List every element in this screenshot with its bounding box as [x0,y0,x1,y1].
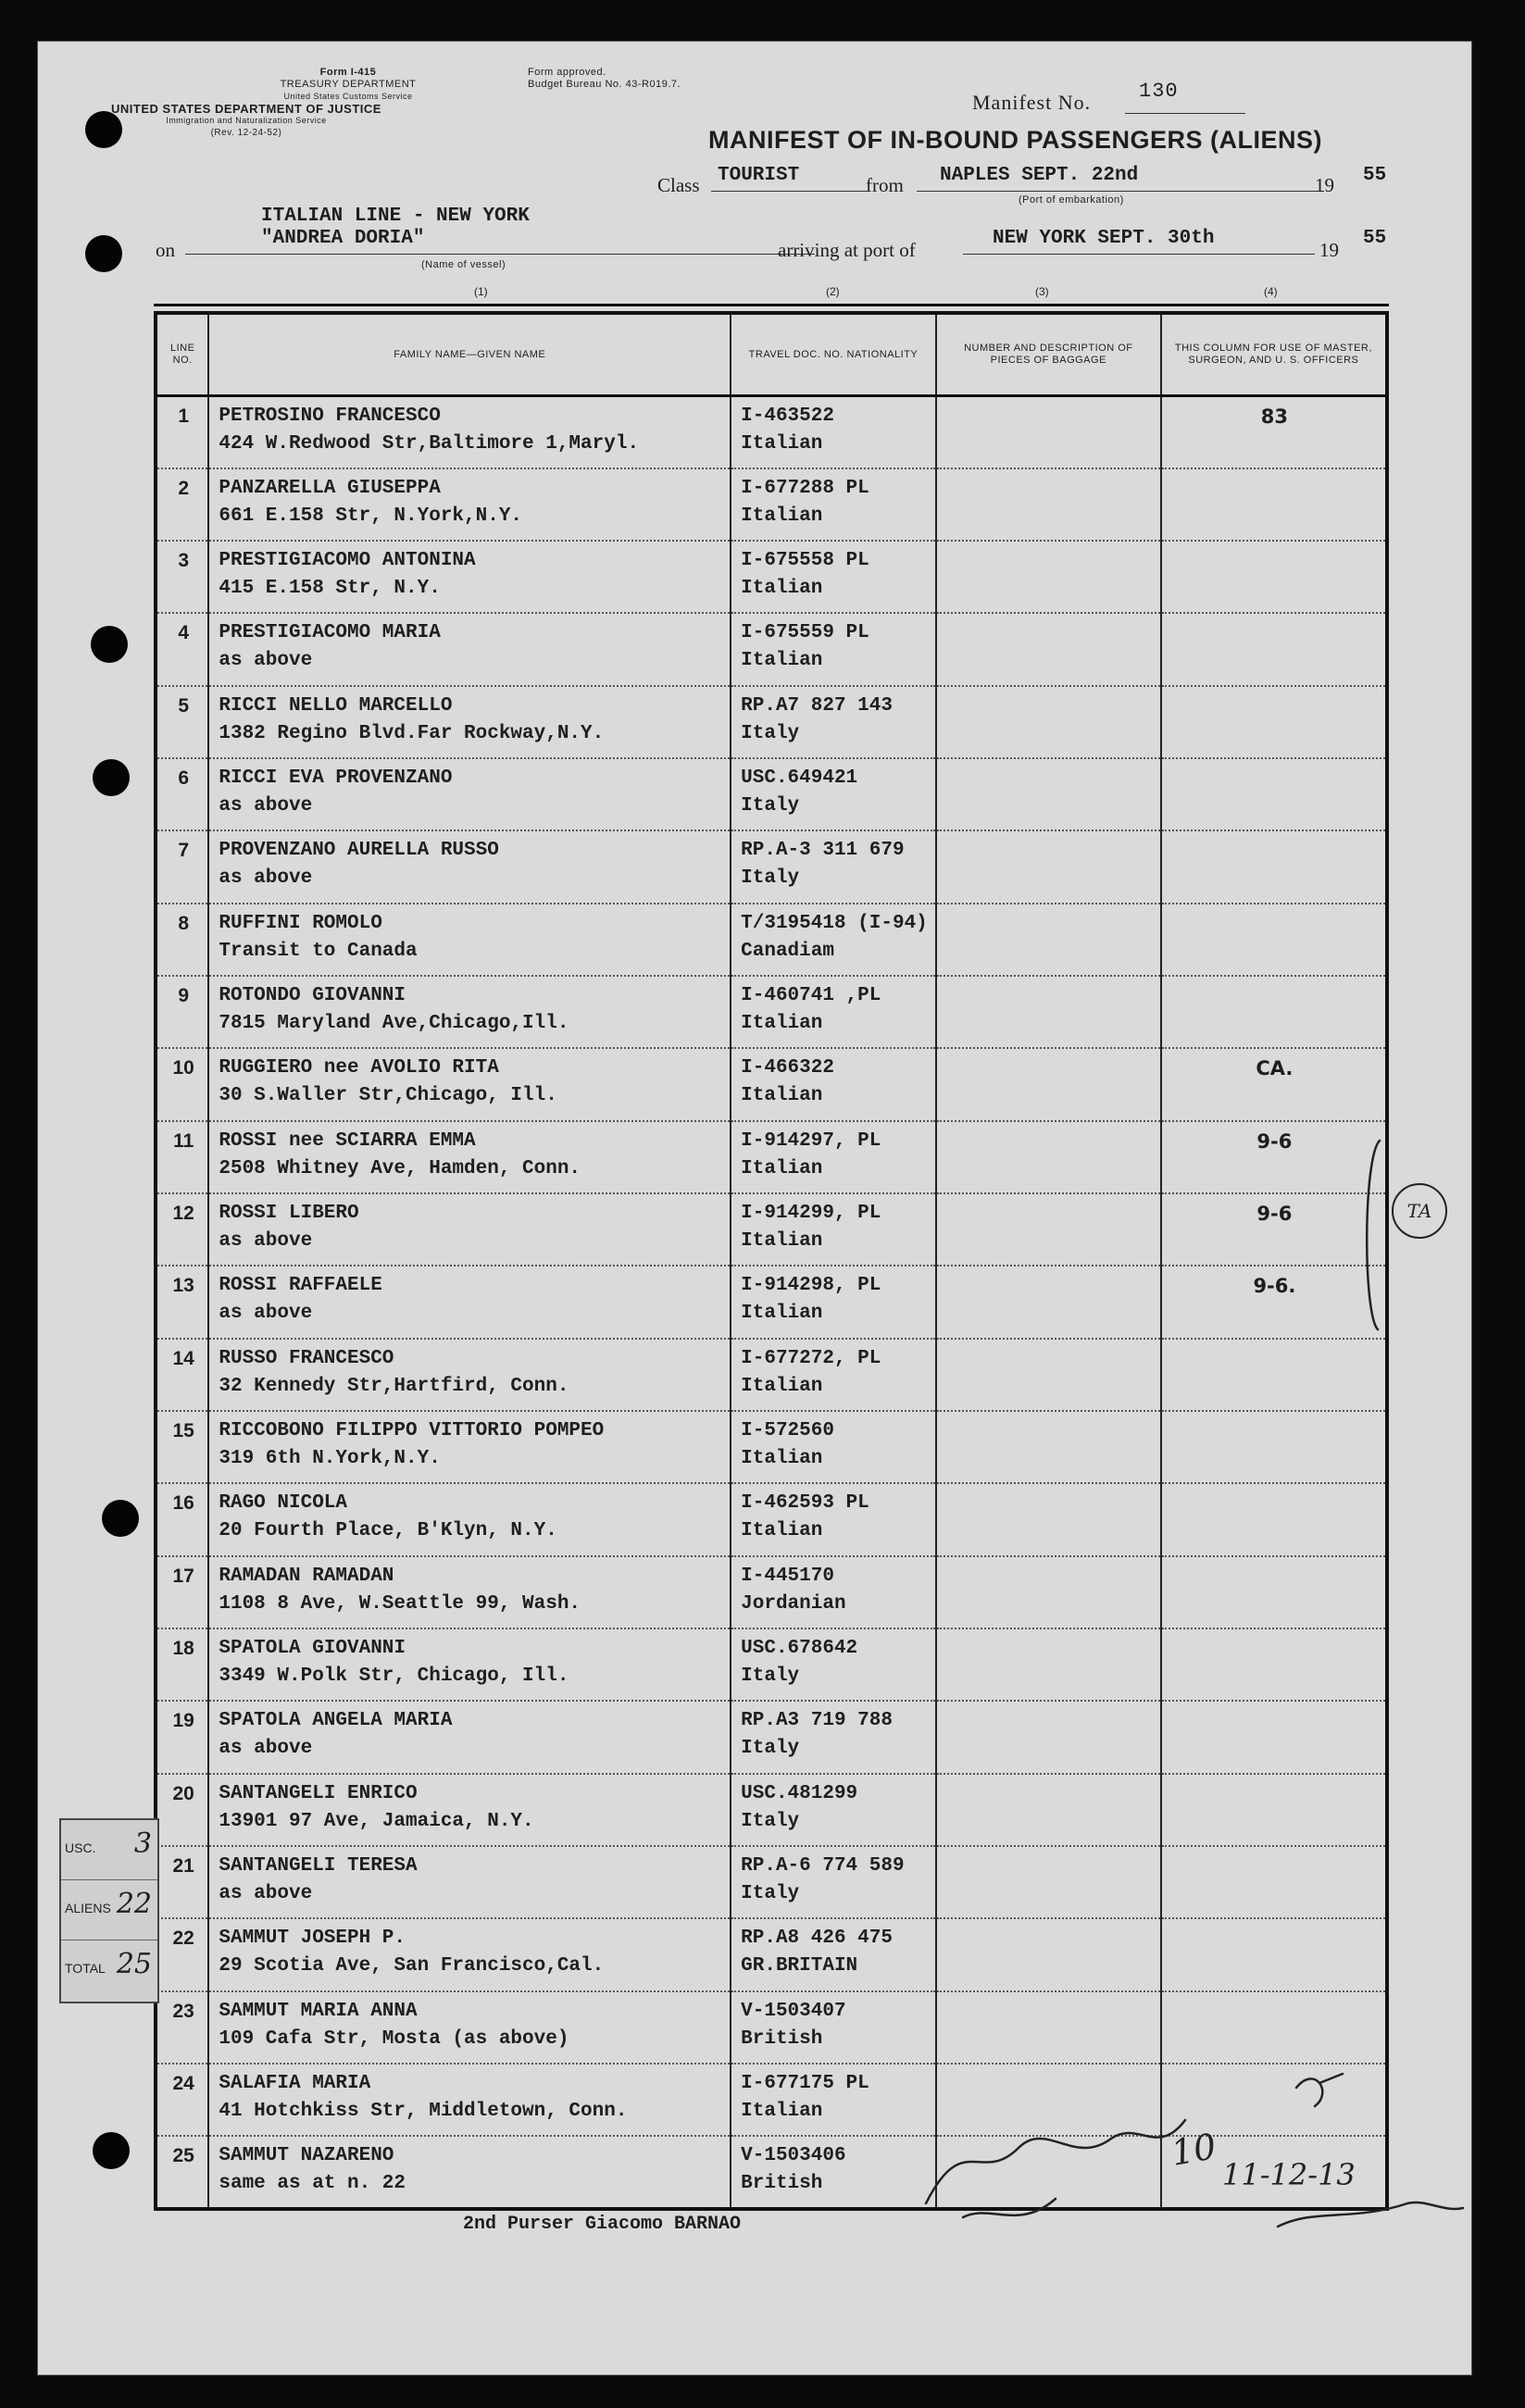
officer-note: 9-6 [1256,1203,1293,1226]
from-label: from [866,174,904,196]
travel-doc-number: I-463522 [741,405,834,427]
on-label: on [156,239,175,261]
ta-circle-annotation: TA [1392,1183,1447,1239]
travel-doc-number: I-462593 PL [741,1492,869,1515]
passenger-name: SAMMUT JOSEPH P. [219,1928,406,1950]
passenger-name: ROSSI LIBERO [219,1203,359,1225]
vessel-name: "ANDREA DORIA" [261,228,425,249]
travel-doc-number: I-677288 PL [741,477,869,499]
travel-doc-number: T/3195418 (I-94) [741,912,928,934]
travel-doc-number: V-1503407 [741,2000,846,2022]
handwritten-number: 10 [1168,2126,1219,2174]
form-doj: UNITED STATES DEPARTMENT OF JUSTICE [111,102,381,116]
tally-usc: USC. 3 [61,1820,157,1880]
travel-doc-number: I-445170 [741,1565,834,1587]
line-number: 2 [156,468,208,541]
travel-doc-number: I-675559 PL [741,622,869,644]
baggage-header: NUMBER AND DESCRIPTION OF PIECES OF BAGGAGE [936,313,1161,396]
passenger-address: 30 S.Waller Str,Chicago, Ill. [219,1085,557,1107]
travel-doc-number: USC.678642 [741,1638,858,1660]
line-number: 15 [156,1411,208,1483]
nationality: Canadiam [741,940,834,962]
passenger-address: as above [219,1738,313,1760]
line-number: 10 [156,1048,208,1120]
signature-stroke [963,2199,1056,2217]
shipping-line: ITALIAN LINE - NEW YORK [261,206,530,227]
line-number: 4 [156,613,208,685]
passenger-name: SAMMUT MARIA ANNA [219,2000,418,2022]
line-number: 12 [156,1193,208,1266]
passenger-address: 661 E.158 Str, N.York,N.Y. [219,505,523,527]
column-number-4: (4) [1264,285,1278,298]
nationality: Italy [741,795,800,817]
travel-doc-number: I-914298, PL [741,1275,881,1297]
embarkation-note: (Port of embarkation) [1019,194,1124,206]
passenger-name: SPATOLA GIOVANNI [219,1638,406,1660]
passenger-address: as above [219,867,313,890]
column-number-2: (2) [826,285,840,298]
from-value: NAPLES SEPT. 22nd [940,165,1139,186]
nationality: Italian [741,650,823,672]
purser-signature-line: 2nd Purser Giacomo BARNAO [463,2214,742,2235]
passenger-name: PANZARELLA GIUSEPPA [219,477,441,499]
line-number: 20 [156,1774,208,1846]
passenger-name: ROSSI nee SCIARRA EMMA [219,1129,476,1152]
passenger-name: RAMADAN RAMADAN [219,1565,394,1587]
form-dept: TREASURY DEPARTMENT [280,79,417,90]
passenger-name: SALAFIA MARIA [219,2073,371,2095]
line-number: 18 [156,1628,208,1701]
passenger-address: 7815 Maryland Ave,Chicago,Ill. [219,1013,569,1035]
nationality: Italian [741,433,823,455]
passenger-address: 415 E.158 Str, N.Y. [219,578,441,600]
passenger-address: 109 Cafa Str, Mosta (as above) [219,2027,569,2050]
line-number: 17 [156,1556,208,1628]
passenger-address: 1108 8 Ave, W.Seattle 99, Wash. [219,1592,581,1615]
class-label: Class [657,174,700,196]
name-header: FAMILY NAME—GIVEN NAME [208,313,731,396]
passenger-name: RAGO NICOLA [219,1492,347,1515]
passenger-name: RUSSO FRANCESCO [219,1347,394,1369]
year-suffix-2: 55 [1363,228,1387,249]
travel-doc-number: I-677175 PL [741,2073,869,2095]
nationality: Italy [741,1810,800,1832]
passenger-address: 424 W.Redwood Str,Baltimore 1,Maryl. [219,433,640,455]
officers-header: THIS COLUMN FOR USE OF MASTER, SURGEON, AND U. S. OFFICERS [1161,313,1387,396]
nationality: Italy [741,1666,800,1688]
travel-doc-number: I-572560 [741,1420,834,1442]
travel-doc-number: I-914299, PL [741,1203,881,1225]
line-number: 7 [156,830,208,903]
manifest-number-value: 130 [1139,80,1179,103]
travel-doc-number: I-677272, PL [741,1347,881,1369]
passenger-address: 32 Kennedy Str,Hartfird, Conn. [219,1375,569,1397]
bracket-stroke [1367,1141,1380,1329]
nationality: Italian [741,505,823,527]
line-number: 21 [156,1846,208,1918]
line-number: 16 [156,1483,208,1555]
line-number: 5 [156,686,208,758]
passenger-name: RUGGIERO nee AVOLIO RITA [219,1057,499,1079]
vessel-note: (Name of vessel) [421,259,506,270]
nationality: Italian [741,2101,823,2123]
passenger-name: RUFFINI ROMOLO [219,912,382,934]
travel-doc-number: RP.A-6 774 589 [741,1855,905,1878]
nationality: Italian [741,578,823,600]
nationality: GR.BRITAIN [741,1955,858,1978]
passenger-address: Transit to Canada [219,940,418,962]
arrival-value: NEW YORK SEPT. 30th [993,228,1215,249]
arriving-label: arriving at port of [778,239,916,261]
passenger-address: 1382 Regino Blvd.Far Rockway,N.Y. [219,722,605,744]
passenger-address: 319 6th N.York,N.Y. [219,1448,441,1470]
line-number: 11 [156,1121,208,1193]
line-number: 1 [156,396,208,468]
passenger-address: same as at n. 22 [219,2173,406,2195]
nationality: Italian [741,1230,823,1253]
passenger-address: as above [219,1883,313,1905]
budget-text: Budget Bureau No. 43-R019.7. [528,79,681,90]
travel-doc-number: I-675558 PL [741,550,869,572]
form-service: United States Customs Service [283,92,413,101]
line-number: 6 [156,758,208,830]
line-number: 23 [156,1991,208,2064]
line-number: 8 [156,904,208,976]
line-number: 19 [156,1701,208,1773]
passenger-address: 2508 Whitney Ave, Hamden, Conn. [219,1157,581,1179]
travel-doc-number: I-460741 ,PL [741,985,881,1007]
travel-doc-number: USC.481299 [741,1782,858,1804]
passenger-address: 20 Fourth Place, B'Klyn, N.Y. [219,1520,557,1542]
passenger-name: SPATOLA ANGELA MARIA [219,1710,453,1732]
year-prefix-2: 19 [1319,239,1339,261]
nationality: Italy [741,1883,800,1905]
tally-total: TOTAL 25 [65,1948,152,1980]
line-number: 24 [156,2064,208,2136]
travel-doc-number: I-914297, PL [741,1129,881,1152]
nationality: Italian [741,1085,823,1107]
page-title: MANIFEST OF IN-BOUND PASSENGERS (ALIENS) [708,126,1323,154]
line-number: 9 [156,976,208,1048]
line-number: 22 [156,1918,208,1990]
form-ins: Immigration and Naturalization Service [166,116,327,125]
manifest-number-label: Manifest No. [972,91,1092,114]
nationality: Italian [741,1013,823,1035]
nationality: Italian [741,1375,823,1397]
column-number-3: (3) [1035,285,1049,298]
nationality: Italy [741,867,800,890]
passenger-name: PETROSINO FRANCESCO [219,405,441,427]
nationality: Italian [741,1303,823,1325]
passenger-name: SAMMUT NAZARENO [219,2145,394,2167]
passenger-name: SANTANGELI TERESA [219,1855,418,1878]
handwritten-dates: 11-12-13 [1222,2157,1356,2192]
passenger-name: PROVENZANO AURELLA RUSSO [219,840,499,862]
signature-stroke [926,2120,1185,2203]
signature-stroke [1296,2074,1343,2106]
travel-doc-header: TRAVEL DOC. NO. NATIONALITY [731,313,936,396]
passenger-address: as above [219,1303,313,1325]
line-number: 3 [156,541,208,613]
passenger-address: as above [219,795,313,817]
officer-note: 9-6 [1256,1129,1293,1153]
passenger-address: 29 Scotia Ave, San Francisco,Cal. [219,1955,605,1978]
nationality: Italy [741,1738,800,1760]
passenger-name: ROTONDO GIOVANNI [219,985,406,1007]
nationality: Italian [741,1157,823,1179]
nationality: Italian [741,1448,823,1470]
passenger-name: PRESTIGIACOMO ANTONINA [219,550,476,572]
column-number-1: (1) [474,285,488,298]
form-number: Form I-415 [319,67,377,78]
year-suffix: 55 [1363,165,1387,186]
travel-doc-number: RP.A7 827 143 [741,694,893,717]
nationality: British [741,2027,823,2050]
officer-note: 83 [1260,405,1289,428]
line-number: 14 [156,1339,208,1411]
passenger-address: 13901 97 Ave, Jamaica, N.Y. [219,1810,534,1832]
line-no-header: LINE NO. [156,313,208,396]
class-value: TOURIST [718,165,800,186]
passenger-address: 3349 W.Polk Str, Chicago, Ill. [219,1666,569,1688]
approved-text: Form approved. [528,67,606,78]
line-number: 13 [156,1266,208,1338]
tally-aliens: ALIENS 22 [61,1880,157,1940]
nationality: Jordanian [741,1592,846,1615]
line-number: 25 [156,2136,208,2209]
travel-doc-number: V-1503406 [741,2145,846,2167]
nationality: Italy [741,722,800,744]
year-prefix: 19 [1315,174,1334,196]
passenger-name: RICCOBONO FILIPPO VITTORIO POMPEO [219,1420,605,1442]
travel-doc-number: USC.649421 [741,767,858,790]
passenger-name: RICCI EVA PROVENZANO [219,767,453,790]
officer-note: 9-6. [1253,1275,1296,1298]
travel-doc-number: RP.A-3 311 679 [741,840,905,862]
passenger-name: RICCI NELLO MARCELLO [219,694,453,717]
passenger-address: as above [219,650,313,672]
travel-doc-number: RP.A8 426 475 [741,1928,893,1950]
travel-doc-number: I-466322 [741,1057,834,1079]
nationality: British [741,2173,823,2195]
passenger-address: as above [219,1230,313,1253]
passenger-name: ROSSI RAFFAELE [219,1275,382,1297]
nationality: Italian [741,1520,823,1542]
travel-doc-number: RP.A3 719 788 [741,1710,893,1732]
form-rev: (Rev. 12-24-52) [210,128,282,138]
signature-stroke [1278,2202,1463,2227]
passenger-name: PRESTIGIACOMO MARIA [219,622,441,644]
passenger-name: SANTANGELI ENRICO [219,1782,418,1804]
officer-note: CA. [1256,1057,1294,1080]
passenger-address: 41 Hotchkiss Str, Middletown, Conn. [219,2101,628,2123]
